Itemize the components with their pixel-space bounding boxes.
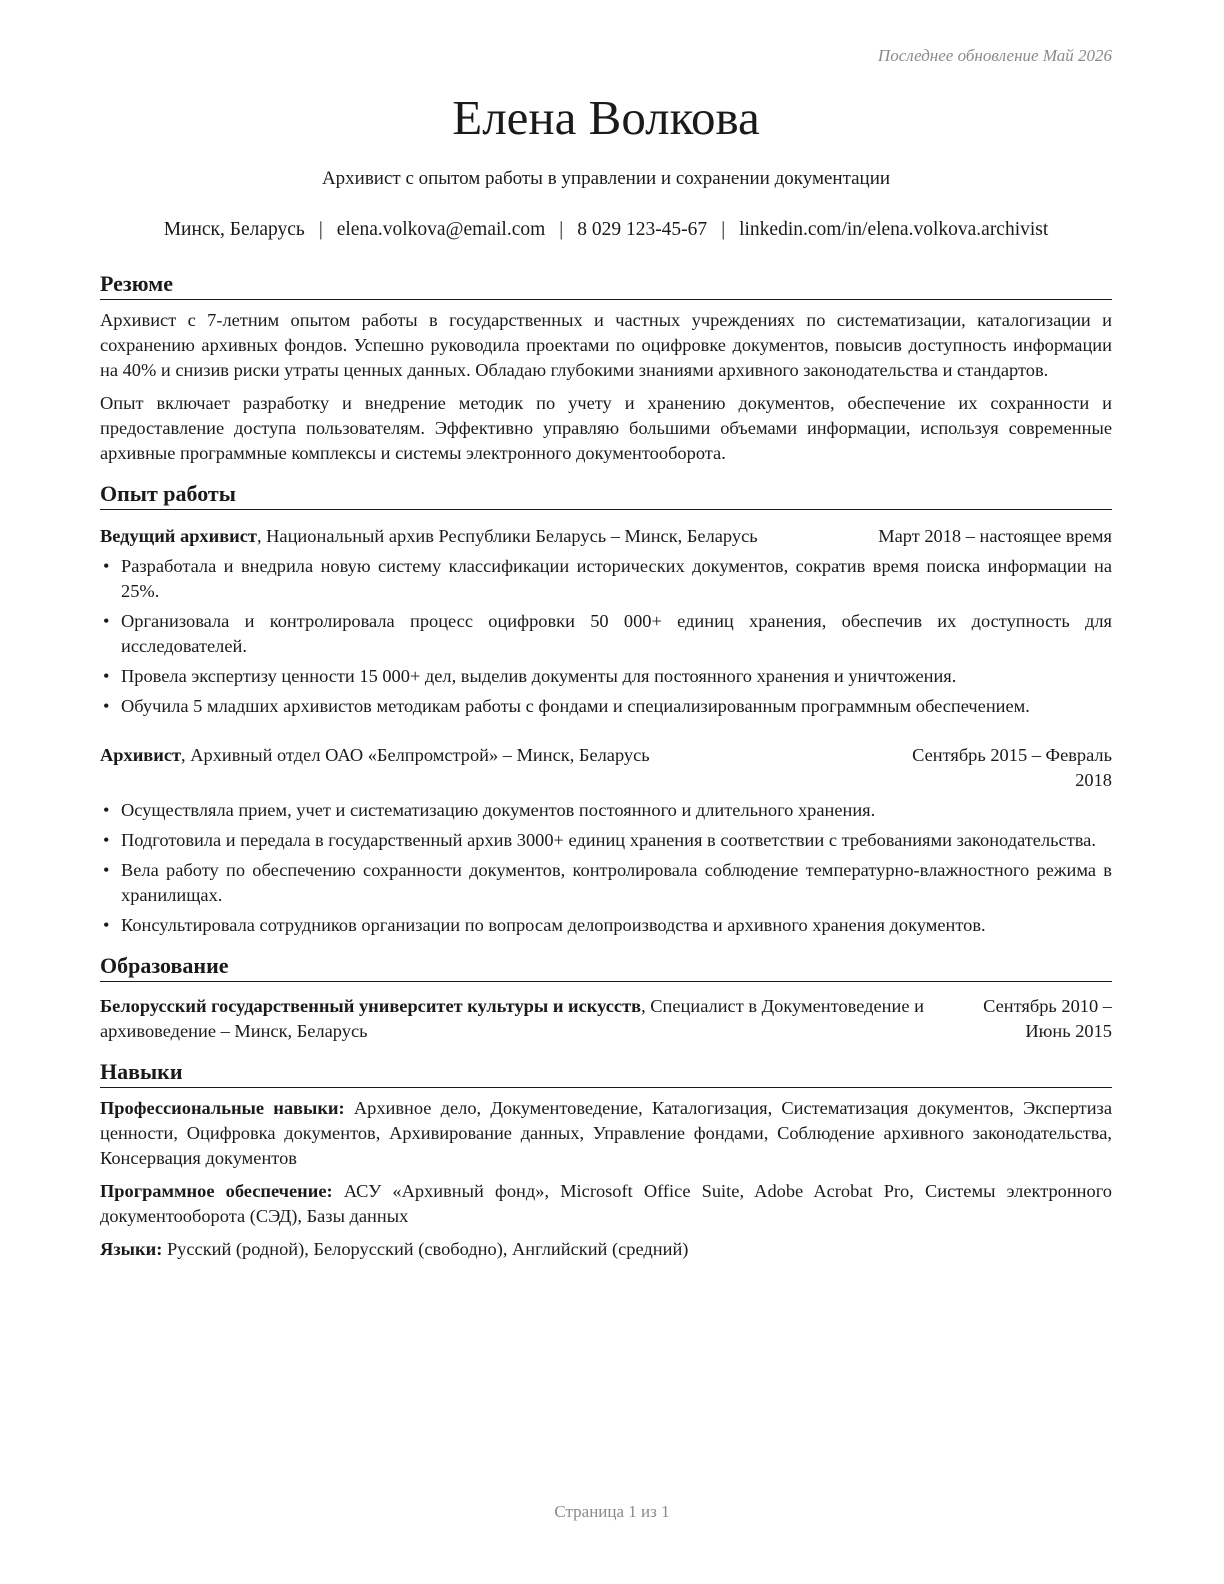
page-number: Страница 1 из 1 — [554, 1502, 670, 1521]
skills-group-software — [100, 1179, 1112, 1229]
skills-text: Архивное дело, Документоведение, Каталогизация, Систематизация документов, Экспертиза ценности, Оцифровка документов, Архивирование данных, Управление фондами, Соблюдение архивного законодательства, Консервация документов — [100, 1098, 1112, 1168]
skills-group-professional — [100, 1096, 1112, 1171]
job-bullet — [100, 858, 1112, 908]
job-bullets — [100, 798, 1112, 938]
job-bullet — [100, 554, 1112, 604]
job-title-line — [100, 743, 872, 768]
contact-phone[interactable]: 8 029 123-45-67 — [577, 219, 708, 240]
skills-section — [100, 1058, 1112, 1262]
job-bullet — [100, 609, 1112, 659]
contact-separator: | — [559, 219, 564, 240]
skills-label: Языки: — [100, 1239, 163, 1259]
job-dates: Март 2018 – настоящее время — [878, 526, 1112, 546]
experience-section — [100, 480, 1112, 938]
contact-separator: | — [721, 219, 726, 240]
section-title-education: Образование — [100, 952, 1112, 982]
job-organization: , Архивный отдел ОАО «Белпромстрой» – Минск, Беларусь — [181, 745, 650, 765]
job-entry — [100, 524, 1112, 719]
contact-email[interactable]: elena.volkova@email.com — [336, 219, 546, 240]
job-bullet-text: Обучила 5 младших архивистов методикам работы с фондами и специализированным программным обеспечением. — [121, 696, 1030, 716]
bullet-icon: • — [103, 611, 110, 631]
job-dates: Сентябрь 2015 – Февраль 2018 — [912, 745, 1112, 790]
resume-content — [100, 270, 1112, 1262]
candidate-headline: Архивист с опытом работы в управлении и сохранении документации — [321, 168, 891, 189]
section-title-summary: Резюме — [100, 270, 1112, 300]
job-bullet-text: Организовала и контролировала процесс оцифровки 50 000+ единиц хранения, обеспечив их доступность для исследователей. — [121, 611, 1112, 656]
bullet-icon: • — [103, 696, 110, 716]
last-updated: Последнее обновление Май 2026 — [877, 46, 1112, 65]
job-header — [100, 524, 1112, 549]
job-bullet-text: Подготовила и передала в государственный архив 3000+ единиц хранения в соответствии с требованиями законодательства. — [121, 830, 1096, 850]
contact-separator: | — [318, 219, 323, 240]
education-school: Белорусский государственный университет культуры и искусств — [100, 996, 642, 1016]
skills-group-languages — [100, 1237, 1112, 1262]
job-entry — [100, 743, 1112, 938]
skills-text: АСУ «Архивный фонд», Microsoft Office Suite, Adobe Acrobat Pro, Системы электронного документооборота (СЭД), Базы данных — [100, 1181, 1113, 1226]
job-role: Ведущий архивист — [100, 526, 257, 546]
job-bullet — [100, 913, 1112, 938]
education-dates: Сентябрь 2010 – Июнь 2015 — [983, 996, 1112, 1041]
job-bullet-text: Разработала и внедрила новую систему классификации исторических документов, сократив время поиска информации на 25%. — [121, 556, 1112, 601]
summary-paragraph: Архивист с 7-летним опытом работы в государственных и частных учреждениях по систематизации, каталогизации и сохранению архивных фондов. Успешно руководила проектами по оцифровке документов, повысив доступность информации на 40% и снизив риски утраты ценных данных. Обладаю глубокими знаниями архивного законодательства и стандартов. — [100, 310, 1112, 380]
job-organization: , Национальный архив Республики Беларусь – Минск, Беларусь — [256, 526, 758, 546]
section-title-experience: Опыт работы — [100, 480, 1112, 510]
job-title-line — [100, 524, 872, 549]
bullet-icon: • — [103, 830, 110, 850]
skills-text: Русский (родной), Белорусский (свободно), Английский (средний) — [162, 1239, 689, 1259]
job-bullet — [100, 798, 1112, 823]
education-section — [100, 952, 1112, 1044]
candidate-name: Елена Волкова — [452, 90, 760, 145]
job-bullet — [100, 694, 1112, 719]
section-title-skills: Навыки — [100, 1058, 1112, 1088]
summary-paragraph: Опыт включает разработку и внедрение методик по учету и хранению документов, обеспечение их сохранности и предоставление доступа пользователям. Эффективно управляю большими объемами информации, используя современные архивные программные комплексы и системы электронного документооборота. — [100, 393, 1112, 463]
contact-location: Минск, Беларусь — [163, 219, 305, 240]
bullet-icon: • — [103, 800, 110, 820]
job-bullet-text: Осуществляла прием, учет и систематизацию документов постоянного и длительного хранения. — [121, 800, 876, 820]
job-bullet — [100, 664, 1112, 689]
skills-label: Программное обеспечение: — [100, 1181, 333, 1201]
education-details: , Специалист в Документоведение и архивоведение – Минск, Беларусь — [100, 996, 924, 1041]
contact-line — [100, 219, 1112, 241]
bullet-icon: • — [103, 666, 110, 686]
job-bullet-text: Провела экспертизу ценности 15 000+ дел, выделив документы для постоянного хранения и уничтожения. — [121, 666, 957, 686]
job-bullet-text: Консультировала сотрудников организации по вопросам делопроизводства и архивного хранения документов. — [121, 915, 986, 935]
summary-section — [100, 270, 1112, 466]
bullet-icon: • — [103, 915, 110, 935]
job-bullet — [100, 828, 1112, 853]
education-title-line — [100, 994, 952, 1044]
contact-linkedin[interactable]: linkedin.com/in/elena.volkova.archivist — [739, 219, 1049, 240]
skills-label: Профессиональные навыки: — [100, 1098, 345, 1118]
bullet-icon: • — [103, 556, 110, 576]
job-role: Архивист — [100, 745, 182, 765]
education-entry — [100, 994, 1112, 1044]
job-header — [100, 743, 1112, 793]
bullet-icon: • — [103, 860, 110, 880]
job-bullet-text: Вела работу по обеспечению сохранности документов, контролировала соблюдение температурно-влажностного режима в хранилищах. — [121, 860, 1112, 905]
job-bullets — [100, 554, 1112, 719]
